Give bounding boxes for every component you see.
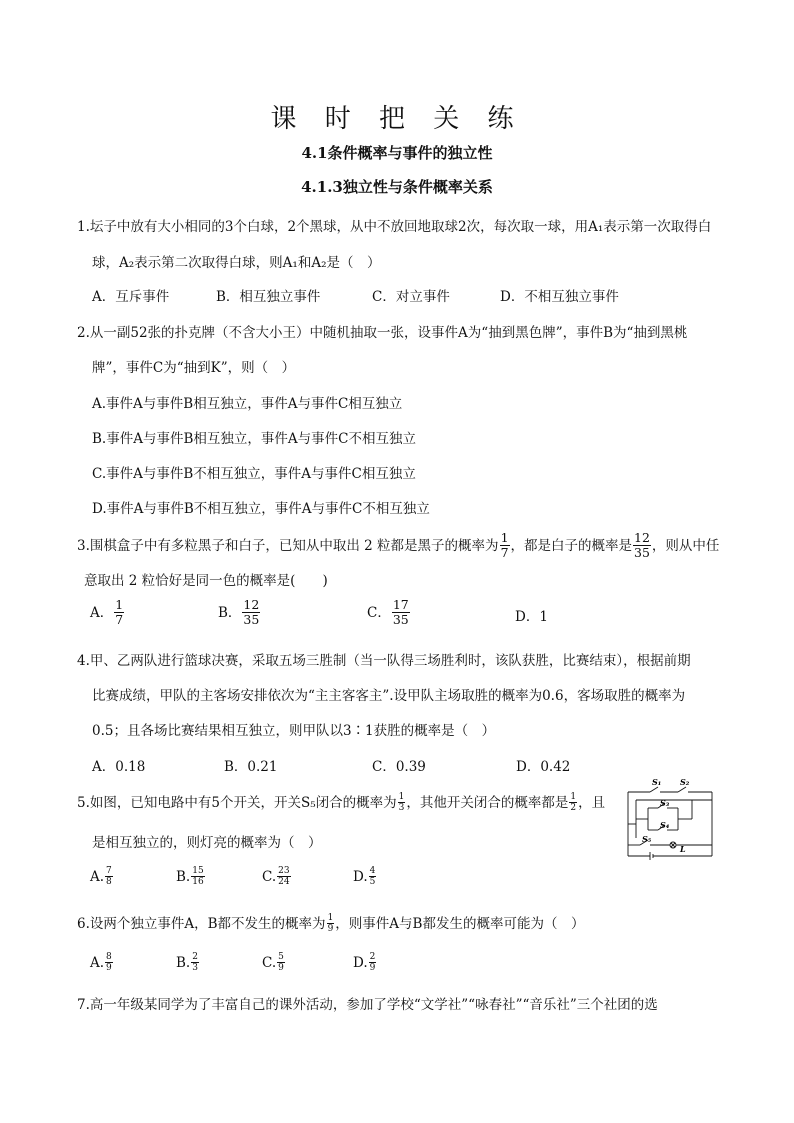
option-fraction xyxy=(191,866,204,887)
numerator: 12 xyxy=(634,530,650,545)
question-5-line-1 xyxy=(77,792,605,813)
option-label: A． xyxy=(90,604,114,621)
q3-option-b[interactable] xyxy=(218,598,261,627)
s1-label: S₁ xyxy=(652,777,662,787)
question-1-line-1: 1.坛子中放有大小相同的3个白球，2个黑球，从中不放回地取球2次，每次取一球，用A₁表示第一次取得白 xyxy=(77,219,712,235)
q6-option-c[interactable] xyxy=(262,952,286,973)
circuit-diagram xyxy=(620,776,720,866)
q5-fraction-s5 xyxy=(398,792,406,813)
option-fraction xyxy=(105,952,113,973)
q3-option-c[interactable] xyxy=(367,598,411,627)
q6-text-a: 6.设两个独立事件A，B都不发生的概率为 xyxy=(77,915,326,932)
denominator: 7 xyxy=(500,545,509,560)
s2-label: S₂ xyxy=(680,777,690,787)
q6-fraction xyxy=(327,913,335,934)
q3-fraction-black xyxy=(500,531,510,560)
q4-option-a[interactable]: A．0.18 xyxy=(92,759,146,775)
denominator: 9 xyxy=(106,963,112,973)
option-label: C. xyxy=(262,954,277,971)
s5-label: S₅ xyxy=(642,834,652,844)
numerator: 7 xyxy=(106,866,112,876)
page-title: 课 时 把 关 练 xyxy=(270,104,524,134)
denominator: 8 xyxy=(106,877,112,887)
q3-text-b: ，都是白子的概率是 xyxy=(510,537,633,554)
q1-option-c[interactable]: C．对立事件 xyxy=(372,289,450,305)
option-fraction xyxy=(105,866,113,887)
q5-option-d[interactable] xyxy=(353,866,377,887)
numerator: 1 xyxy=(327,913,334,923)
q3-option-a[interactable] xyxy=(90,598,125,627)
option-fraction xyxy=(114,598,124,627)
q3-fraction-white xyxy=(633,531,651,560)
numerator: 2 xyxy=(369,952,376,962)
question-4-line-2: 比赛成绩，甲队的主客场安排依次为“主主客客主”.设甲队主场取胜的概率为0.6，客场取胜的概率为 xyxy=(92,688,686,704)
question-3-line-1 xyxy=(77,531,719,560)
option-fraction xyxy=(277,866,290,887)
numerator: 1 xyxy=(398,792,405,802)
q5-option-a[interactable] xyxy=(90,866,114,887)
option-label: B. xyxy=(176,954,191,971)
q5-text-c: ，且 xyxy=(578,794,606,811)
denominator: 24 xyxy=(278,877,290,887)
lamp-label: L xyxy=(680,844,686,854)
denominator: 9 xyxy=(327,924,334,934)
q1-option-a[interactable]: A．互斥事件 xyxy=(92,289,170,305)
question-2-line-2: 牌”，事件C为“抽到K”，则（ ） xyxy=(92,360,296,376)
option-fraction xyxy=(277,952,285,973)
subsection-title: 4.1.3独立性与条件概率关系 xyxy=(301,178,493,196)
numerator: 1 xyxy=(115,597,124,612)
q5-text-b: ，其他开关闭合的概率都是 xyxy=(406,794,569,811)
q5-option-b[interactable] xyxy=(176,866,206,887)
numerator: 2 xyxy=(192,952,198,962)
q2-option-c[interactable]: C.事件A与事件B不相互独立，事件A与事件C相互独立 xyxy=(92,466,416,482)
q4-option-d[interactable]: D．0.42 xyxy=(516,759,571,775)
section-title: 4.1条件概率与事件的独立性 xyxy=(301,144,493,162)
numerator: 15 xyxy=(192,866,204,876)
denominator: 16 xyxy=(192,877,204,887)
numerator: 23 xyxy=(278,866,290,876)
q4-option-b[interactable]: B．0.21 xyxy=(224,759,278,775)
s3-label: S₃ xyxy=(660,798,670,808)
q6-option-a[interactable] xyxy=(90,952,114,973)
question-1-line-2: 球，A₂表示第二次取得白球，则A₁和A₂是（ ） xyxy=(92,255,381,271)
option-fraction xyxy=(191,952,199,973)
q2-option-a[interactable]: A.事件A与事件B相互独立，事件A与事件C相互独立 xyxy=(92,396,403,412)
s4-label: S₄ xyxy=(660,820,670,830)
denominator: 2 xyxy=(570,803,577,813)
question-6-line-1 xyxy=(77,913,584,934)
denominator: 5 xyxy=(369,877,376,887)
numerator: 17 xyxy=(392,597,409,612)
question-7-line-1: 7.高一年级某同学为了丰富自己的课外活动，参加了学校“文学社”“咏春社”“音乐社”三个社团的选 xyxy=(77,997,658,1013)
option-label: C. xyxy=(262,868,277,885)
q3-text-c: ，则从中任 xyxy=(651,537,720,554)
question-2-line-1: 2.从一副52张的扑克牌（不含大小王）中随机抽取一张，设事件A为“抽到黑色牌”，事件B为“抽到黑桃 xyxy=(77,325,688,341)
q4-option-c[interactable]: C．0.39 xyxy=(372,759,426,775)
option-label: B． xyxy=(218,604,242,621)
q3-text-a: 3.围棋盒子中有多粒黑子和白子，已知从中取出 2 粒都是黑子的概率为 xyxy=(77,537,499,554)
q6-option-d[interactable] xyxy=(353,952,377,973)
q6-text-b: ，则事件A与B都发生的概率可能为（ ） xyxy=(335,915,585,932)
option-label: D. xyxy=(353,868,368,885)
numerator: 8 xyxy=(106,952,112,962)
denominator: 35 xyxy=(634,545,650,560)
question-5-line-2: 是相互独立的，则灯亮的概率为（ ） xyxy=(92,835,322,851)
option-label: B. xyxy=(176,868,191,885)
numerator: 12 xyxy=(243,597,260,612)
q1-option-b[interactable]: B．相互独立事件 xyxy=(216,289,321,305)
numerator: 4 xyxy=(369,866,376,876)
q2-option-d[interactable]: D.事件A与事件B不相互独立，事件A与事件C不相互独立 xyxy=(92,501,430,517)
option-label: A. xyxy=(90,954,105,971)
q5-option-c[interactable] xyxy=(262,866,292,887)
denominator: 3 xyxy=(192,963,198,973)
question-3-line-2: 意取出 2 粒恰好是同一色的概率是( ) xyxy=(84,573,328,589)
option-fraction xyxy=(369,952,377,973)
q1-option-d[interactable]: D．不相互独立事件 xyxy=(500,289,619,305)
numerator: 5 xyxy=(278,952,284,962)
option-fraction xyxy=(392,598,410,627)
denominator: 7 xyxy=(115,612,124,627)
question-4-line-3: 0.5；且各场比赛结果相互独立，则甲队以3∶1获胜的概率是（ ） xyxy=(92,723,496,739)
q6-option-b[interactable] xyxy=(176,952,200,973)
denominator: 35 xyxy=(392,612,409,627)
option-label: D. xyxy=(353,954,368,971)
option-fraction xyxy=(369,866,377,887)
denominator: 3 xyxy=(398,803,405,813)
numerator: 1 xyxy=(570,792,577,802)
q2-option-b[interactable]: B.事件A与事件B相互独立，事件A与事件C不相互独立 xyxy=(92,431,416,447)
option-fraction xyxy=(242,598,260,627)
denominator: 9 xyxy=(278,963,284,973)
denominator: 35 xyxy=(243,612,260,627)
q3-option-d[interactable]: D．1 xyxy=(515,609,548,625)
option-label: A. xyxy=(90,868,105,885)
numerator: 1 xyxy=(500,530,509,545)
q5-text-a: 5.如图，已知电路中有5个开关，开关S₅闭合的概率为 xyxy=(77,794,397,811)
denominator: 9 xyxy=(369,963,376,973)
question-4-line-1: 4.甲、乙两队进行篮球决赛，采取五场三胜制（当一队得三场胜利时，该队获胜，比赛结束），根据前期 xyxy=(77,653,691,669)
q5-fraction-others xyxy=(569,792,577,813)
option-label: C． xyxy=(367,604,391,621)
